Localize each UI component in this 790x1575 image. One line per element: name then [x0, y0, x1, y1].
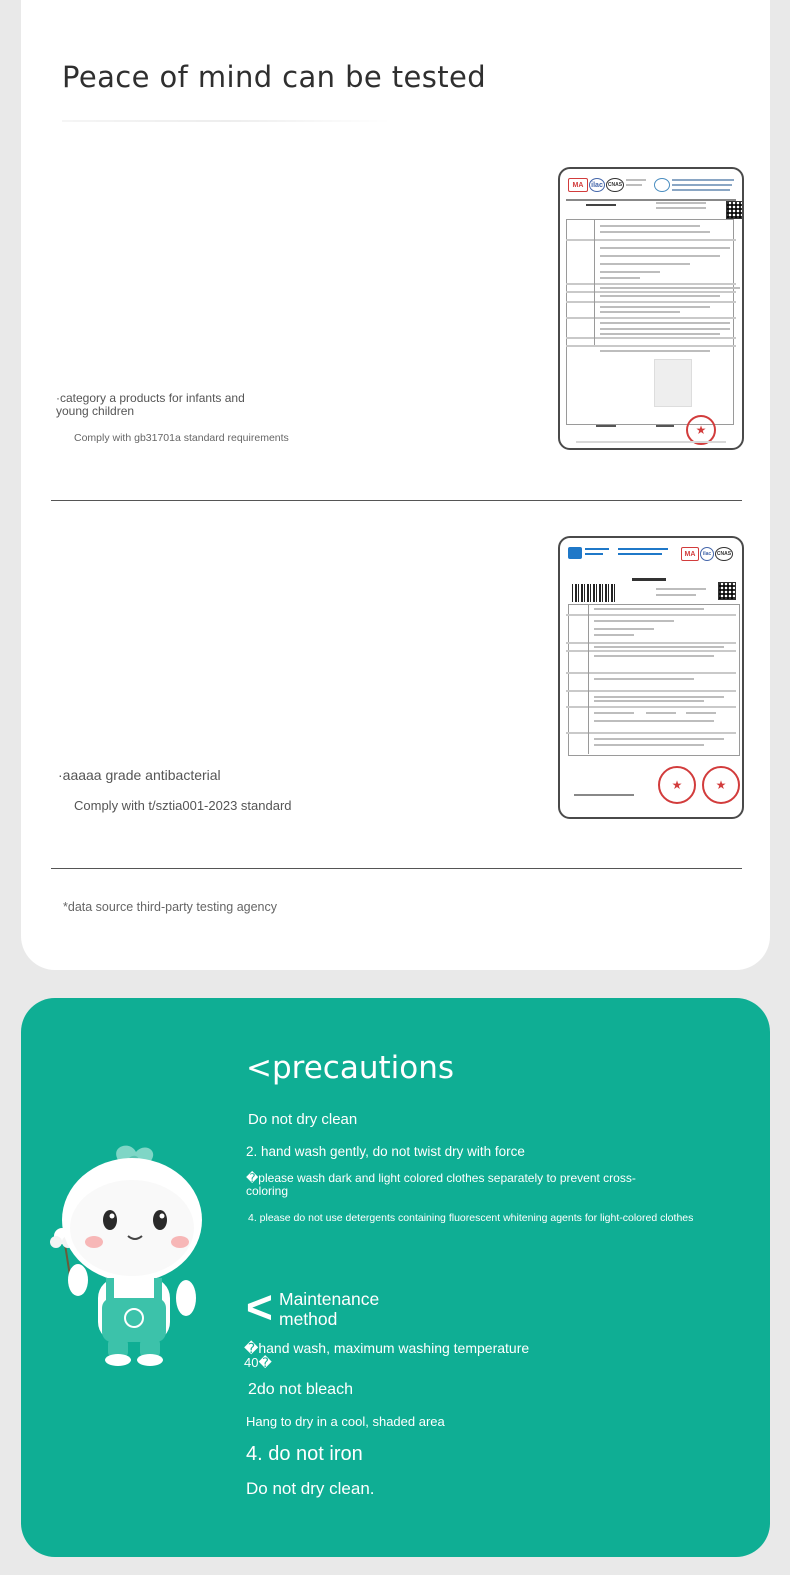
- section-divider-2: [51, 868, 742, 869]
- maintenance-item-1: �hand wash, maximum washing temperature: [244, 1340, 530, 1356]
- maintenance-item-4: 4. do not iron: [246, 1443, 363, 1465]
- maintenance-item-2: 2do not bleach: [248, 1381, 353, 1398]
- cnas-logo: CNAS: [606, 178, 624, 192]
- section-divider: [51, 500, 742, 501]
- source-note: *data source third-party testing agency: [63, 900, 278, 914]
- gttc-logo-icon: [568, 547, 582, 559]
- test-report-image-1: [558, 167, 744, 450]
- page-title: Peace of mind can be tested: [62, 60, 487, 94]
- maintenance-title-line-2: method: [279, 1309, 338, 1329]
- official-seal-icon-2: ★: [702, 766, 740, 804]
- ma-logo: MA: [681, 547, 699, 561]
- cert-2-subtitle: Comply with t/sztia001-2023 standard: [74, 798, 292, 813]
- ma-logo: MA: [568, 178, 588, 192]
- precaution-item-4: 4. please do not use detergents containing fluorescent whitening agents for light-colored clothes: [248, 1212, 694, 1224]
- cnas-logo: CNAS: [715, 547, 733, 561]
- precaution-item-3-cont: coloring: [246, 1184, 289, 1198]
- maintenance-item-1-cont: 40�: [244, 1355, 272, 1370]
- precaution-item-1: Do not dry clean: [248, 1111, 358, 1128]
- title-underline: [62, 120, 392, 122]
- official-seal-icon: ★: [686, 415, 716, 445]
- test-report-image-2: [558, 536, 744, 819]
- precautions-title: <precautions: [246, 1050, 455, 1086]
- qr-code-icon: [718, 582, 736, 600]
- ilac-logo: ilac: [700, 547, 714, 561]
- maintenance-title: [279, 1289, 409, 1329]
- certification-card: [21, 0, 770, 970]
- cert-1-title: ·category a products for infants and young children: [56, 391, 245, 418]
- cloud-mascot-icon: [40, 1138, 220, 1368]
- official-seal-icon-1: ★: [658, 766, 696, 804]
- maintenance-chevron-icon: <: [246, 1281, 273, 1333]
- cert-2-title: ·aaaaa grade antibacterial: [58, 767, 221, 783]
- barcode-icon: [572, 584, 616, 602]
- qr-code-icon: [726, 201, 744, 219]
- agency-emblem-icon: [654, 178, 670, 192]
- precaution-item-3: �please wash dark and light colored clothes separately to prevent cross-: [246, 1171, 636, 1185]
- product-photo: [654, 359, 692, 407]
- maintenance-item-5: Do not dry clean.: [246, 1479, 375, 1498]
- maintenance-item-3: Hang to dry in a cool, shaded area: [246, 1414, 445, 1429]
- precaution-item-2: 2. hand wash gently, do not twist dry with force: [246, 1144, 525, 1159]
- cert-1-subtitle: Comply with gb31701a standard requirements: [74, 432, 289, 444]
- maintenance-title-line-1: Maintenance: [279, 1289, 380, 1309]
- ilac-logo: ilac: [589, 178, 605, 192]
